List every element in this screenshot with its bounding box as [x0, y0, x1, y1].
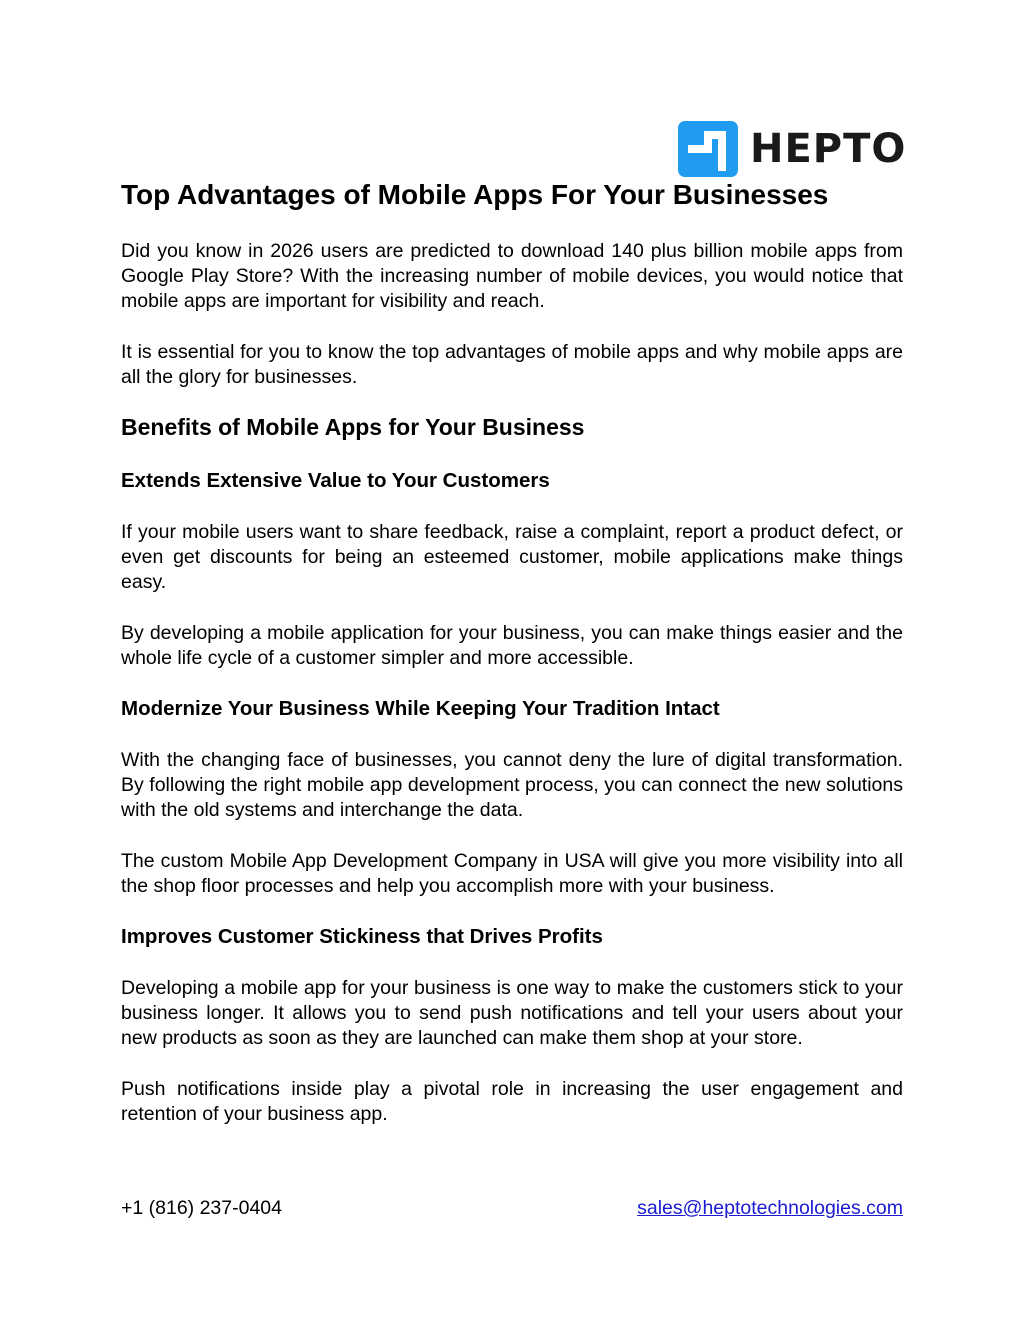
section-2-paragraph-1: With the changing face of businesses, you cannot deny the lure of digital transformation. By following the right mobile app development process, you can connect the new solutions with the old systems and interchange the data. [121, 749, 903, 822]
article-body [121, 175, 903, 1127]
section-heading-1: Extends Extensive Value to Your Customers [121, 469, 550, 493]
intro-paragraph-2: It is essential for you to know the top advantages of mobile apps and why mobile apps are all the glory for businesses. [121, 340, 903, 388]
hepto-logo [678, 121, 906, 177]
logo-wordmark: HEPTO [750, 126, 907, 172]
section-3-paragraph-1: Developing a mobile app for your business is one way to make the customers stick to your business longer. It allows you to send push notifications and tell your users about your new products as soon as they are launched can make them shop at your store. [121, 977, 903, 1050]
page-title: Top Advantages of Mobile Apps For Your Businesses [121, 179, 829, 210]
section-3-paragraph-2: Push notifications inside play a pivotal role in increasing the user engagement and retention of your business app. [121, 1077, 903, 1125]
intro-paragraph-1: Did you know in 2026 users are predicted to download 140 plus billion mobile apps from Google Play Store? With the increasing number of mobile devices, you would notice that mobile apps are important for visibility and reach. [121, 240, 903, 313]
benefits-heading: Benefits of Mobile Apps for Your Business [121, 414, 585, 441]
hepto-logo-icon [678, 121, 738, 177]
section-heading-2: Modernize Your Business While Keeping Your Tradition Intact [121, 697, 720, 721]
page-footer [121, 1196, 903, 1221]
section-heading-3: Improves Customer Stickiness that Drives Profits [121, 925, 603, 949]
footer-email-link[interactable]: sales@heptotechnologies.com [637, 1197, 903, 1219]
section-1-paragraph-2: By developing a mobile application for your business, you can make things easier and the whole life cycle of a customer simpler and more accessible. [121, 621, 903, 669]
section-2-paragraph-2: The custom Mobile App Development Company in USA will give you more visibility into all the shop floor processes and help you accomplish more with your business. [121, 849, 903, 897]
footer-phone: +1 (816) 237-0404 [121, 1197, 282, 1219]
section-1-paragraph-1: If your mobile users want to share feedback, raise a complaint, report a product defect, or even get discounts for being an esteemed customer, mobile applications make things easy. [121, 521, 903, 594]
